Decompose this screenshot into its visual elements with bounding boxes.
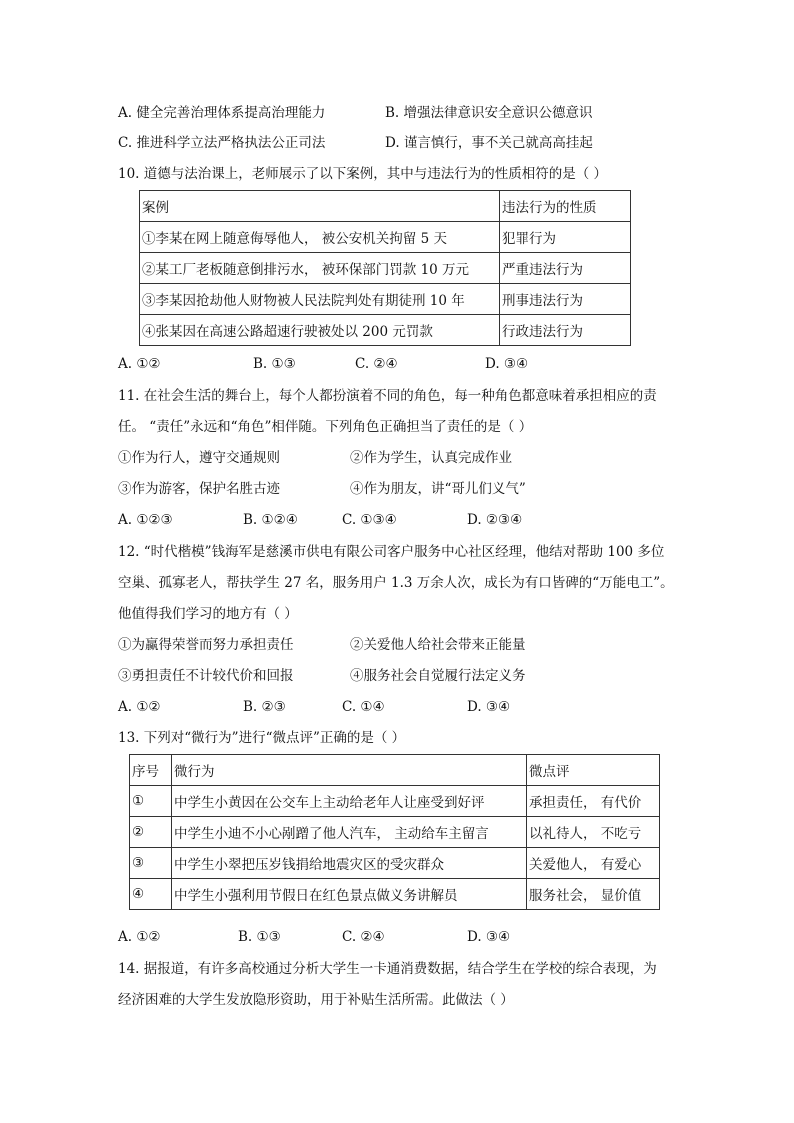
table-cell: 承担责任， 有代价 xyxy=(527,786,660,817)
table-cell: ②某工厂老板随意倒排污水， 被环保部门罚款 10 万元 xyxy=(140,253,500,284)
q12-option-b: B. ②③ xyxy=(243,699,286,715)
q12-stem-line3: 他值得我们学习的地方有（ ） xyxy=(118,606,298,622)
q10-option-c: C. ②④ xyxy=(355,356,398,372)
table-header-cell: 案例 xyxy=(140,191,500,222)
table-row xyxy=(140,284,631,315)
q12-item-4: ④服务社会自觉履行法定义务 xyxy=(350,668,526,684)
table-cell: 中学生小迪不小心剐蹭了他人汽车， 主动给车主留言 xyxy=(172,817,527,848)
table-cell: 严重违法行为 xyxy=(500,253,631,284)
table-header-cell: 违法行为的性质 xyxy=(500,191,631,222)
table-cell: 犯罪行为 xyxy=(500,222,631,253)
table-cell: ② xyxy=(130,817,172,848)
q12-option-c: C. ①④ xyxy=(342,699,385,715)
table-header-cell: 序号 xyxy=(130,755,172,786)
table-row xyxy=(130,879,660,910)
q13-option-a: A. ①② xyxy=(118,929,161,945)
table-cell: 服务社会， 显价值 xyxy=(527,879,660,910)
q9-option-c: C. 推进科学立法严格执法公正司法 xyxy=(118,135,326,151)
q11-option-b: B. ①②④ xyxy=(243,512,298,528)
q13-stem: 13. 下列对“微行为”进行“微点评”正确的是（ ） xyxy=(118,730,406,746)
q11-stem-line1: 11. 在社会生活的舞台上，每个人都扮演着不同的角色，每一种角色都意味着承担相应的责 xyxy=(118,388,657,404)
q12-item-2: ②关爱他人给社会带来正能量 xyxy=(350,637,526,653)
table-row xyxy=(140,253,631,284)
table-cell: ① xyxy=(130,786,172,817)
q10-table xyxy=(139,190,631,346)
table-header-row xyxy=(140,191,631,222)
q12-stem-line2: 空巢、孤寡老人，帮扶学生 27 名，服务用户 1.3 万余人次，成长为有口皆碑的“万能电工”。 xyxy=(118,575,674,591)
table-cell: 中学生小强利用节假日在红色景点做义务讲解员 xyxy=(172,879,527,910)
table-row xyxy=(130,817,660,848)
table-cell: ③李某因抢劫他人财物被人民法院判处有期徒刑 10 年 xyxy=(140,284,500,315)
table-cell: 行政违法行为 xyxy=(500,315,631,346)
q11-item-1: ①作为行人，遵守交通规则 xyxy=(118,450,280,466)
q10-option-a: A. ①② xyxy=(118,356,161,372)
q11-item-2: ②作为学生，认真完成作业 xyxy=(350,450,512,466)
table-header-cell: 微行为 xyxy=(172,755,527,786)
table-cell: ④ xyxy=(130,879,172,910)
table-row xyxy=(140,222,631,253)
table-cell: 中学生小翠把压岁钱捐给地震灾区的受灾群众 xyxy=(172,848,527,879)
q11-stem-line2: 任。 “责任”永远和“角色”相伴随。下列角色正确担当了责任的是（ ） xyxy=(118,419,533,435)
q12-item-3: ③勇担责任不计较代价和回报 xyxy=(118,668,294,684)
q11-option-c: C. ①③④ xyxy=(342,512,397,528)
table-row xyxy=(130,786,660,817)
q10-option-d: D. ③④ xyxy=(485,356,529,372)
q10-stem: 10. 道德与法治课上，老师展示了以下案例，其中与违法行为的性质相符的是（ ） xyxy=(118,166,608,182)
table-cell: ①李某在网上随意侮辱他人， 被公安机关拘留 5 天 xyxy=(140,222,500,253)
table-cell: ③ xyxy=(130,848,172,879)
table-cell: 以礼待人， 不吃亏 xyxy=(527,817,660,848)
table-cell: 关爱他人， 有爱心 xyxy=(527,848,660,879)
table-cell: 中学生小黄因在公交车上主动给老年人让座受到好评 xyxy=(172,786,527,817)
q12-item-1: ①为赢得荣誉而努力承担责任 xyxy=(118,637,294,653)
q11-item-4: ④作为朋友，讲“哥儿们义气” xyxy=(350,481,526,497)
q13-table xyxy=(129,754,660,910)
q11-item-3: ③作为游客，保护名胜古迹 xyxy=(118,481,280,497)
q11-option-a: A. ①②③ xyxy=(118,512,173,528)
q14-stem-line1: 14. 据报道，有许多高校通过分析大学生一卡通消费数据，结合学生在学校的综合表现，为 xyxy=(118,961,657,977)
table-cell: ④张某因在高速公路超速行驶被处以 200 元罚款 xyxy=(140,315,500,346)
q10-option-b: B. ①③ xyxy=(253,356,296,372)
q11-option-d: D. ②③④ xyxy=(467,512,523,528)
table-row xyxy=(130,848,660,879)
q9-option-a: A. 健全完善治理体系提高治理能力 xyxy=(118,105,326,121)
q9-option-b: B. 增强法律意识安全意识公德意识 xyxy=(385,105,593,121)
table-header-row xyxy=(130,755,660,786)
table-cell: 刑事违法行为 xyxy=(500,284,631,315)
q12-stem-line1: 12. “时代楷模”钱海军是慈溪市供电有限公司客户服务中心社区经理，他结对帮助 100 多位 xyxy=(118,544,665,560)
q13-option-d: D. ③④ xyxy=(467,929,511,945)
q12-option-d: D. ③④ xyxy=(467,699,511,715)
q12-option-a: A. ①② xyxy=(118,699,161,715)
q9-option-d: D. 谨言慎行，事不关己就高高挂起 xyxy=(385,135,593,151)
q13-option-b: B. ①③ xyxy=(238,929,281,945)
q13-option-c: C. ②④ xyxy=(342,929,385,945)
table-row xyxy=(140,315,631,346)
table-header-cell: 微点评 xyxy=(527,755,660,786)
q14-stem-line2: 经济困难的大学生发放隐形资助，用于补贴生活所需。此做法（ ） xyxy=(118,992,514,1008)
